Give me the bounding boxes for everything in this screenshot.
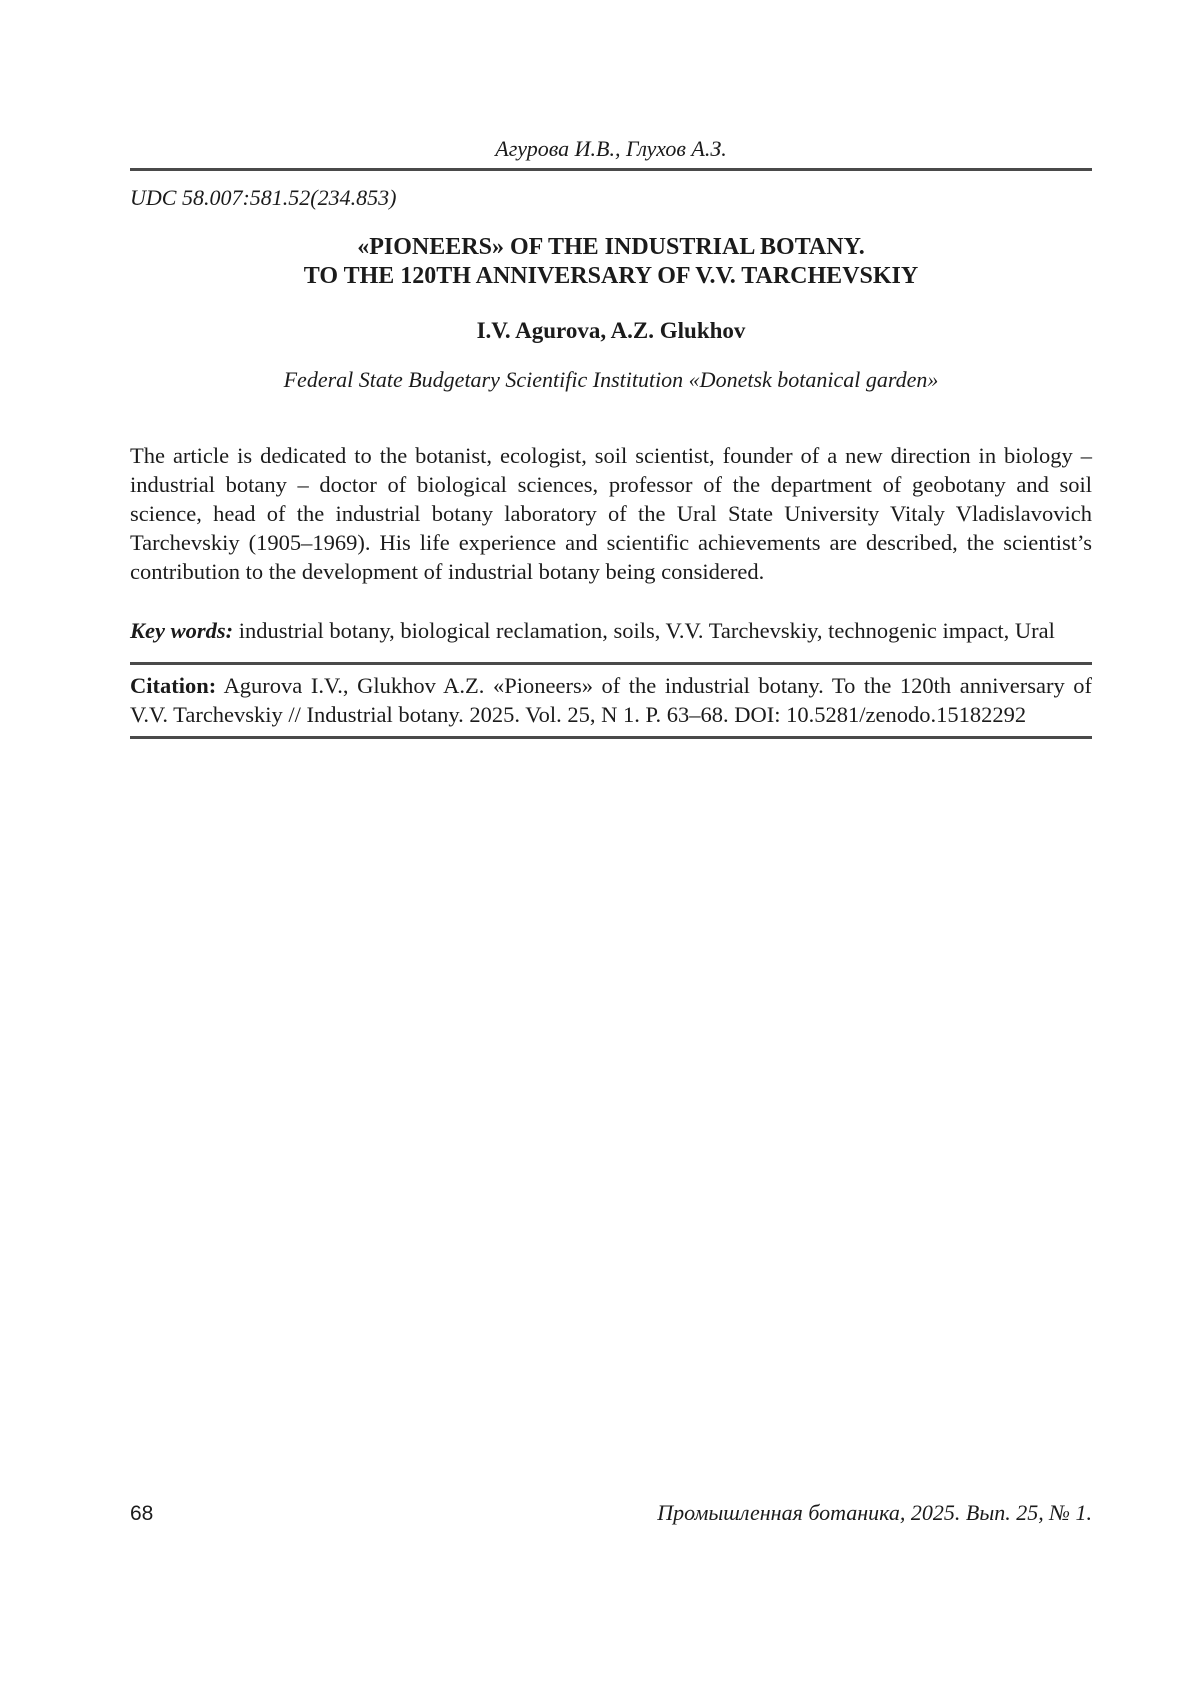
affiliation-line: Federal State Budgetary Scientific Institution «Donetsk botanical garden» [283, 367, 939, 392]
page-footer [130, 1500, 1092, 1526]
keywords-paragraph [130, 616, 1092, 645]
article-title [130, 233, 1092, 291]
keywords-label: Key words: [130, 618, 234, 643]
header-rule [130, 168, 1092, 171]
abstract-paragraph: The article is dedicated to the botanist, ecologist, soil scientist, founder of a new direction in biology – industrial botany – doctor of biological sciences, professor of the department of geobotany and soil science, head of the industrial botany laboratory of the Ural State University Vitaly Vladislavovich Tarchevskiy (1905–1969). His life experience and scientific achievements are described, the scientist’s contribution to the development of industrial botany being considered. [130, 443, 1092, 584]
footer-journal-line: Промышленная ботаника, 2025. Вып. 25, № 1. [657, 1500, 1092, 1525]
keywords-text: industrial botany, biological reclamation, soils, V.V. Tarchevskiy, technogenic impact, Ural [238, 618, 1055, 643]
udc-code: UDC 58.007:581.52(234.853) [130, 185, 397, 210]
article-title-line2: TO THE 120TH ANNIVERSARY OF V.V. TARCHEVSKIY [303, 263, 919, 289]
running-head: Агурова И.В., Глухов А.З. [495, 136, 727, 161]
citation-label: Citation: [130, 673, 217, 698]
authors-line: I.V. Agurova, A.Z. Glukhov [476, 318, 746, 343]
citation-block [130, 662, 1092, 739]
text-block [0, 136, 1200, 739]
citation-text: Agurova I.V., Glukhov A.Z. «Pioneers» of the industrial botany. To the 120th anniversary of V.V. Tarchevskiy // Industrial botany. 2025. Vol. 25, N 1. P. 63–68. DOI: 10.5281/zenodo.15182292 [130, 673, 1092, 727]
page-number: 68 [130, 1502, 154, 1525]
article-title-line1: «PIONEERS» OF THE INDUSTRIAL BOTANY. [357, 234, 865, 260]
